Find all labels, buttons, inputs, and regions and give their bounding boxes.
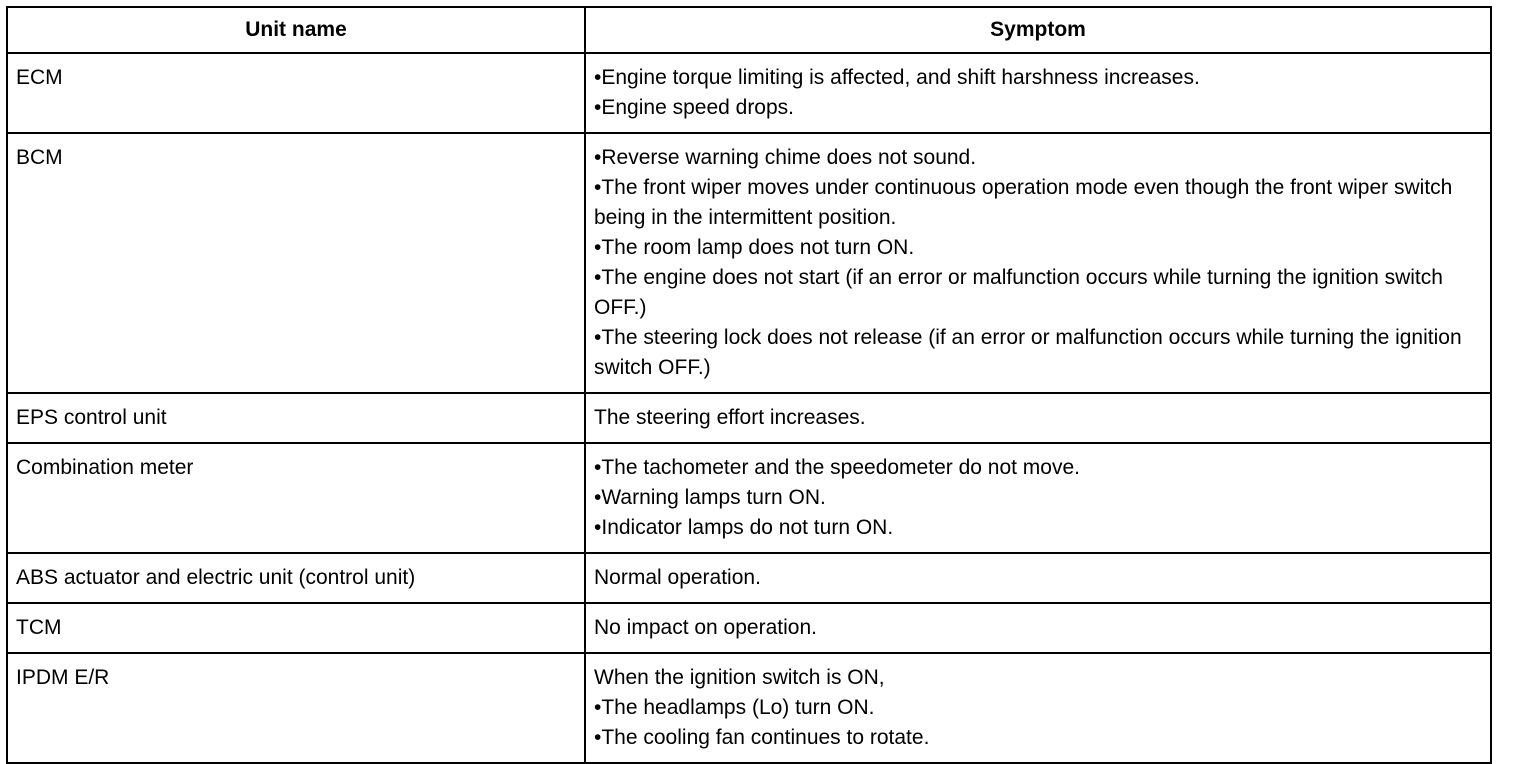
symptom-line: Normal operation.	[594, 566, 761, 589]
unit-name-cell: Combination meter	[7, 443, 585, 553]
symptom-table	[6, 6, 1492, 764]
unit-name-cell: ABS actuator and electric unit (control unit)	[7, 553, 585, 603]
table-row	[7, 553, 1491, 603]
unit-name-cell: TCM	[7, 603, 585, 653]
table-row	[7, 53, 1491, 133]
unit-name-cell: IPDM E/R	[7, 653, 585, 763]
symptom-line: When the ignition switch is ON,	[594, 666, 885, 689]
symptom-line: No impact on operation.	[594, 616, 817, 639]
symptom-cell	[585, 393, 1491, 443]
unit-name-cell: BCM	[7, 133, 585, 393]
header-row	[7, 7, 1491, 53]
unit-name-cell: ECM	[7, 53, 585, 133]
symptom-line: • The front wiper moves under continuous operation mode even though the front wiper switch being in the intermittent position.	[594, 173, 1484, 233]
symptom-cell	[585, 603, 1491, 653]
symptom-line: • The cooling fan continues to rotate.	[594, 723, 1484, 753]
symptom-line: • Indicator lamps do not turn ON.	[594, 513, 1484, 543]
symptom-line: • The headlamps (Lo) turn ON.	[594, 693, 1484, 723]
symptom-line: • The tachometer and the speedometer do not move.	[594, 453, 1484, 483]
symptom-cell	[585, 133, 1491, 393]
unit-name-header: Unit name	[7, 7, 585, 53]
unit-name-cell: EPS control unit	[7, 393, 585, 443]
table-row	[7, 443, 1491, 553]
table-row	[7, 653, 1491, 763]
symptom-header: Symptom	[585, 7, 1491, 53]
symptom-line: The steering effort increases.	[594, 406, 866, 429]
symptom-line: • The room lamp does not turn ON.	[594, 233, 1484, 263]
symptom-cell	[585, 553, 1491, 603]
symptom-line: • Warning lamps turn ON.	[594, 483, 1484, 513]
symptom-line: • Reverse warning chime does not sound.	[594, 143, 1484, 173]
symptom-cell	[585, 443, 1491, 553]
symptom-line: • The engine does not start (if an error or malfunction occurs while turning the ignition switch OFF.)	[594, 263, 1484, 323]
table-row	[7, 393, 1491, 443]
table-row	[7, 133, 1491, 393]
symptom-line: • Engine speed drops.	[594, 93, 1484, 123]
symptom-line: • The steering lock does not release (if an error or malfunction occurs while turning the ignition switch OFF.)	[594, 323, 1484, 383]
table-row	[7, 603, 1491, 653]
symptom-cell	[585, 653, 1491, 763]
symptom-line: • Engine torque limiting is affected, and shift harshness increases.	[594, 63, 1484, 93]
symptom-cell	[585, 53, 1491, 133]
